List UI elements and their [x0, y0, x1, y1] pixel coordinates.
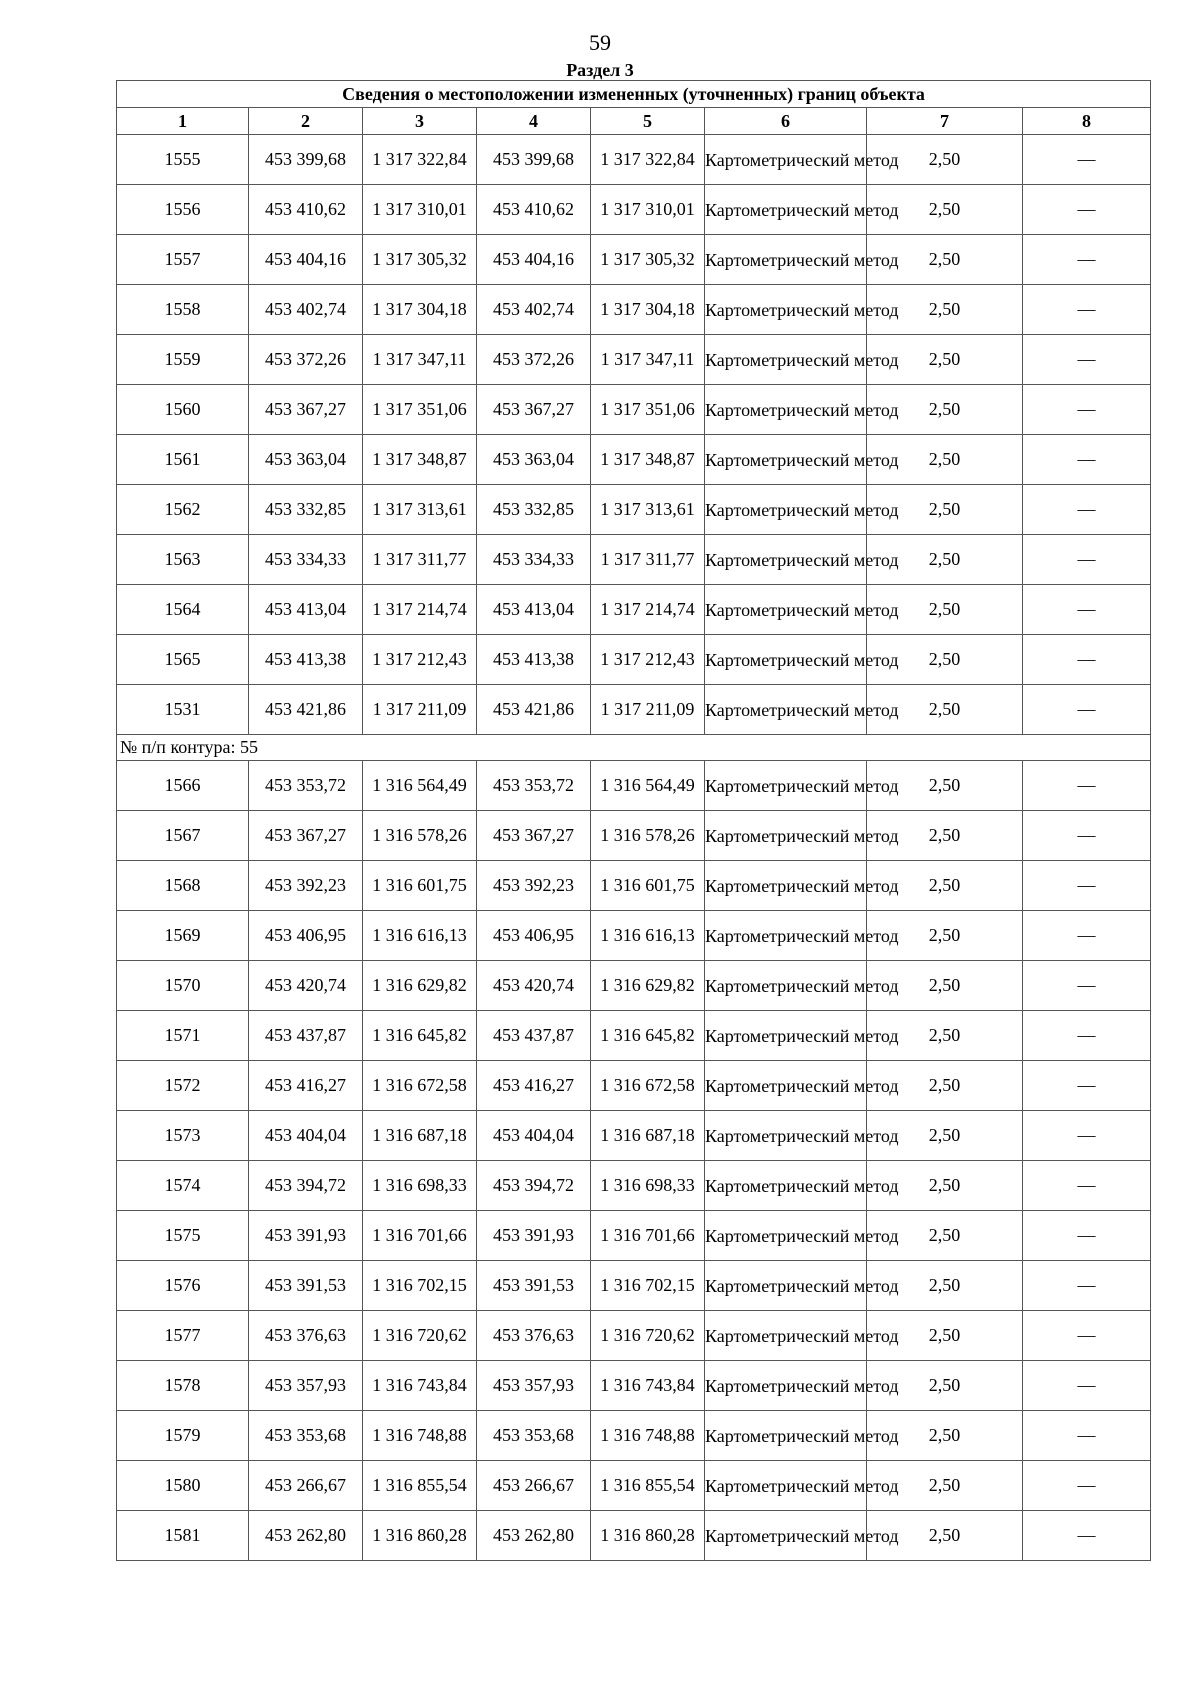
accuracy-cell: 2,50 [867, 1211, 1023, 1261]
y-coordinate-cell: 1 316 672,58 [363, 1061, 477, 1111]
x-coordinate-cell: 453 363,04 [477, 435, 591, 485]
table-caption-row [117, 81, 1151, 108]
table-row [117, 685, 1151, 735]
y-coordinate-cell: 1 316 855,54 [591, 1461, 705, 1511]
y-coordinate-cell: 1 317 211,09 [591, 685, 705, 735]
y-coordinate-cell: 1 316 702,15 [363, 1261, 477, 1311]
note-cell: — [1023, 811, 1151, 861]
method-cell: Картометрический метод [705, 1311, 867, 1361]
contour-section [117, 735, 1151, 761]
y-coordinate-cell: 1 317 211,09 [363, 685, 477, 735]
y-coordinate-cell: 1 317 304,18 [363, 285, 477, 335]
section-title: Раздел 3 [566, 60, 634, 80]
x-coordinate-cell: 453 399,68 [477, 135, 591, 185]
x-coordinate-cell: 453 413,04 [477, 585, 591, 635]
point-number-cell: 1558 [117, 285, 249, 335]
table-row [117, 761, 1151, 811]
note-cell: — [1023, 1511, 1151, 1561]
point-number-cell: 1569 [117, 911, 249, 961]
x-coordinate-cell: 453 406,95 [249, 911, 363, 961]
y-coordinate-cell: 1 317 351,06 [591, 385, 705, 435]
accuracy-cell: 2,50 [867, 1361, 1023, 1411]
y-coordinate-cell: 1 316 701,66 [591, 1211, 705, 1261]
point-number-cell: 1571 [117, 1011, 249, 1061]
note-cell: — [1023, 961, 1151, 1011]
point-number-cell: 1557 [117, 235, 249, 285]
note-cell: — [1023, 385, 1151, 435]
table-body-section-b [117, 761, 1151, 1561]
x-coordinate-cell: 453 353,72 [249, 761, 363, 811]
y-coordinate-cell: 1 317 313,61 [363, 485, 477, 535]
x-coordinate-cell: 453 372,26 [249, 335, 363, 385]
column-number: 5 [591, 108, 705, 135]
x-coordinate-cell: 453 262,80 [477, 1511, 591, 1561]
x-coordinate-cell: 453 353,68 [249, 1411, 363, 1461]
y-coordinate-cell: 1 317 305,32 [591, 235, 705, 285]
x-coordinate-cell: 453 392,23 [249, 861, 363, 911]
x-coordinate-cell: 453 367,27 [249, 385, 363, 435]
note-cell: — [1023, 911, 1151, 961]
method-cell: Картометрический метод [705, 335, 867, 385]
point-number-cell: 1573 [117, 1111, 249, 1161]
y-coordinate-cell: 1 316 672,58 [591, 1061, 705, 1111]
x-coordinate-cell: 453 367,27 [477, 385, 591, 435]
accuracy-cell: 2,50 [867, 1461, 1023, 1511]
y-coordinate-cell: 1 316 578,26 [363, 811, 477, 861]
y-coordinate-cell: 1 316 629,82 [363, 961, 477, 1011]
table-row [117, 1461, 1151, 1511]
x-coordinate-cell: 453 421,86 [249, 685, 363, 735]
x-coordinate-cell: 453 363,04 [249, 435, 363, 485]
x-coordinate-cell: 453 357,93 [249, 1361, 363, 1411]
note-cell: — [1023, 1461, 1151, 1511]
table-row [117, 285, 1151, 335]
note-cell: — [1023, 861, 1151, 911]
y-coordinate-cell: 1 316 698,33 [591, 1161, 705, 1211]
accuracy-cell: 2,50 [867, 1011, 1023, 1061]
y-coordinate-cell: 1 317 311,77 [363, 535, 477, 585]
accuracy-cell: 2,50 [867, 535, 1023, 585]
table-row [117, 1111, 1151, 1161]
y-coordinate-cell: 1 316 616,13 [591, 911, 705, 961]
point-number-cell: 1579 [117, 1411, 249, 1461]
point-number-cell: 1576 [117, 1261, 249, 1311]
point-number-cell: 1563 [117, 535, 249, 585]
accuracy-cell: 2,50 [867, 585, 1023, 635]
y-coordinate-cell: 1 316 855,54 [363, 1461, 477, 1511]
x-coordinate-cell: 453 416,27 [477, 1061, 591, 1111]
y-coordinate-cell: 1 317 214,74 [363, 585, 477, 635]
point-number-cell: 1572 [117, 1061, 249, 1111]
x-coordinate-cell: 453 437,87 [249, 1011, 363, 1061]
x-coordinate-cell: 453 402,74 [249, 285, 363, 335]
y-coordinate-cell: 1 317 310,01 [363, 185, 477, 235]
table-row [117, 1211, 1151, 1261]
accuracy-cell: 2,50 [867, 335, 1023, 385]
x-coordinate-cell: 453 421,86 [477, 685, 591, 735]
point-number-cell: 1581 [117, 1511, 249, 1561]
x-coordinate-cell: 453 367,27 [249, 811, 363, 861]
column-number: 4 [477, 108, 591, 135]
y-coordinate-cell: 1 317 212,43 [591, 635, 705, 685]
point-number-cell: 1555 [117, 135, 249, 185]
x-coordinate-cell: 453 376,63 [249, 1311, 363, 1361]
note-cell: — [1023, 1361, 1151, 1411]
table-row [117, 1511, 1151, 1561]
note-cell: — [1023, 285, 1151, 335]
point-number-cell: 1562 [117, 485, 249, 535]
x-coordinate-cell: 453 376,63 [477, 1311, 591, 1361]
x-coordinate-cell: 453 404,04 [249, 1111, 363, 1161]
accuracy-cell: 2,50 [867, 135, 1023, 185]
table-row [117, 1411, 1151, 1461]
y-coordinate-cell: 1 317 311,77 [591, 535, 705, 585]
x-coordinate-cell: 453 404,16 [477, 235, 591, 285]
accuracy-cell: 2,50 [867, 485, 1023, 535]
accuracy-cell: 2,50 [867, 811, 1023, 861]
y-coordinate-cell: 1 316 616,13 [363, 911, 477, 961]
method-cell: Картометрический метод [705, 1111, 867, 1161]
table-row [117, 911, 1151, 961]
x-coordinate-cell: 453 266,67 [477, 1461, 591, 1511]
accuracy-cell: 2,50 [867, 1511, 1023, 1561]
y-coordinate-cell: 1 317 212,43 [363, 635, 477, 685]
method-cell: Картометрический метод [705, 961, 867, 1011]
table-row [117, 861, 1151, 911]
x-coordinate-cell: 453 394,72 [249, 1161, 363, 1211]
contour-row [117, 735, 1151, 761]
y-coordinate-cell: 1 317 313,61 [591, 485, 705, 535]
x-coordinate-cell: 453 420,74 [477, 961, 591, 1011]
y-coordinate-cell: 1 316 601,75 [591, 861, 705, 911]
table-row [117, 1311, 1151, 1361]
point-number-cell: 1574 [117, 1161, 249, 1211]
method-cell: Картометрический метод [705, 911, 867, 961]
method-cell: Картометрический метод [705, 435, 867, 485]
method-cell: Картометрический метод [705, 1511, 867, 1561]
x-coordinate-cell: 453 437,87 [477, 1011, 591, 1061]
point-number-cell: 1556 [117, 185, 249, 235]
coordinates-table [116, 80, 1151, 1561]
note-cell: — [1023, 1411, 1151, 1461]
method-cell: Картометрический метод [705, 761, 867, 811]
x-coordinate-cell: 453 353,72 [477, 761, 591, 811]
column-number: 2 [249, 108, 363, 135]
y-coordinate-cell: 1 317 347,11 [363, 335, 477, 385]
note-cell: — [1023, 1011, 1151, 1061]
method-cell: Картометрический метод [705, 235, 867, 285]
note-cell: — [1023, 1111, 1151, 1161]
y-coordinate-cell: 1 316 629,82 [591, 961, 705, 1011]
table-row [117, 135, 1151, 185]
method-cell: Картометрический метод [705, 485, 867, 535]
table-row [117, 1161, 1151, 1211]
x-coordinate-cell: 453 394,72 [477, 1161, 591, 1211]
x-coordinate-cell: 453 266,67 [249, 1461, 363, 1511]
y-coordinate-cell: 1 317 348,87 [591, 435, 705, 485]
x-coordinate-cell: 453 399,68 [249, 135, 363, 185]
y-coordinate-cell: 1 317 322,84 [591, 135, 705, 185]
y-coordinate-cell: 1 317 305,32 [363, 235, 477, 285]
contour-label: № п/п контура: 55 [117, 735, 1151, 761]
column-number: 3 [363, 108, 477, 135]
method-cell: Картометрический метод [705, 1261, 867, 1311]
table-row [117, 1061, 1151, 1111]
x-coordinate-cell: 453 413,38 [249, 635, 363, 685]
table-row [117, 811, 1151, 861]
x-coordinate-cell: 453 391,53 [249, 1261, 363, 1311]
x-coordinate-cell: 453 332,85 [477, 485, 591, 535]
accuracy-cell: 2,50 [867, 1411, 1023, 1461]
method-cell: Картометрический метод [705, 1461, 867, 1511]
column-number: 8 [1023, 108, 1151, 135]
point-number-cell: 1580 [117, 1461, 249, 1511]
x-coordinate-cell: 453 391,93 [249, 1211, 363, 1261]
y-coordinate-cell: 1 317 304,18 [591, 285, 705, 335]
method-cell: Картометрический метод [705, 861, 867, 911]
table-row [117, 961, 1151, 1011]
y-coordinate-cell: 1 316 860,28 [363, 1511, 477, 1561]
note-cell: — [1023, 185, 1151, 235]
note-cell: — [1023, 1311, 1151, 1361]
method-cell: Картометрический метод [705, 535, 867, 585]
point-number-cell: 1564 [117, 585, 249, 635]
y-coordinate-cell: 1 316 748,88 [591, 1411, 705, 1461]
x-coordinate-cell: 453 391,53 [477, 1261, 591, 1311]
method-cell: Картометрический метод [705, 135, 867, 185]
x-coordinate-cell: 453 416,27 [249, 1061, 363, 1111]
accuracy-cell: 2,50 [867, 1311, 1023, 1361]
point-number-cell: 1559 [117, 335, 249, 385]
note-cell: — [1023, 135, 1151, 185]
method-cell: Картометрический метод [705, 185, 867, 235]
y-coordinate-cell: 1 316 601,75 [363, 861, 477, 911]
x-coordinate-cell: 453 404,16 [249, 235, 363, 285]
y-coordinate-cell: 1 316 720,62 [591, 1311, 705, 1361]
table-row [117, 335, 1151, 385]
note-cell: — [1023, 1261, 1151, 1311]
column-number-row [117, 108, 1151, 135]
x-coordinate-cell: 453 334,33 [477, 535, 591, 585]
y-coordinate-cell: 1 316 748,88 [363, 1411, 477, 1461]
y-coordinate-cell: 1 316 701,66 [363, 1211, 477, 1261]
method-cell: Картометрический метод [705, 1211, 867, 1261]
point-number-cell: 1561 [117, 435, 249, 485]
y-coordinate-cell: 1 316 860,28 [591, 1511, 705, 1561]
page-number: 59 [589, 30, 611, 55]
y-coordinate-cell: 1 316 645,82 [591, 1011, 705, 1061]
point-number-cell: 1565 [117, 635, 249, 685]
y-coordinate-cell: 1 316 702,15 [591, 1261, 705, 1311]
accuracy-cell: 2,50 [867, 761, 1023, 811]
note-cell: — [1023, 335, 1151, 385]
method-cell: Картометрический метод [705, 1061, 867, 1111]
x-coordinate-cell: 453 413,38 [477, 635, 591, 685]
accuracy-cell: 2,50 [867, 861, 1023, 911]
x-coordinate-cell: 453 357,93 [477, 1361, 591, 1411]
method-cell: Картометрический метод [705, 635, 867, 685]
method-cell: Картометрический метод [705, 385, 867, 435]
note-cell: — [1023, 585, 1151, 635]
point-number-cell: 1575 [117, 1211, 249, 1261]
point-number-cell: 1560 [117, 385, 249, 435]
table-body-section-a [117, 135, 1151, 735]
x-coordinate-cell: 453 367,27 [477, 811, 591, 861]
column-number: 6 [705, 108, 867, 135]
method-cell: Картометрический метод [705, 1161, 867, 1211]
table-row [117, 1261, 1151, 1311]
y-coordinate-cell: 1 317 347,11 [591, 335, 705, 385]
x-coordinate-cell: 453 262,80 [249, 1511, 363, 1561]
method-cell: Картометрический метод [705, 285, 867, 335]
x-coordinate-cell: 453 410,62 [249, 185, 363, 235]
column-number: 7 [867, 108, 1023, 135]
note-cell: — [1023, 1211, 1151, 1261]
point-number-cell: 1531 [117, 685, 249, 735]
method-cell: Картометрический метод [705, 811, 867, 861]
table-row [117, 535, 1151, 585]
x-coordinate-cell: 453 332,85 [249, 485, 363, 535]
x-coordinate-cell: 453 420,74 [249, 961, 363, 1011]
point-number-cell: 1577 [117, 1311, 249, 1361]
point-number-cell: 1570 [117, 961, 249, 1011]
column-number: 1 [117, 108, 249, 135]
y-coordinate-cell: 1 316 564,49 [363, 761, 477, 811]
table-row [117, 635, 1151, 685]
table-row [117, 185, 1151, 235]
table-caption: Сведения о местоположении измененных (уточненных) границ объекта [117, 81, 1151, 108]
y-coordinate-cell: 1 317 310,01 [591, 185, 705, 235]
accuracy-cell: 2,50 [867, 911, 1023, 961]
accuracy-cell: 2,50 [867, 1111, 1023, 1161]
point-number-cell: 1568 [117, 861, 249, 911]
y-coordinate-cell: 1 317 322,84 [363, 135, 477, 185]
y-coordinate-cell: 1 316 564,49 [591, 761, 705, 811]
y-coordinate-cell: 1 317 348,87 [363, 435, 477, 485]
y-coordinate-cell: 1 316 687,18 [363, 1111, 477, 1161]
accuracy-cell: 2,50 [867, 635, 1023, 685]
x-coordinate-cell: 453 402,74 [477, 285, 591, 335]
y-coordinate-cell: 1 317 351,06 [363, 385, 477, 435]
y-coordinate-cell: 1 316 687,18 [591, 1111, 705, 1161]
note-cell: — [1023, 535, 1151, 585]
method-cell: Картометрический метод [705, 585, 867, 635]
accuracy-cell: 2,50 [867, 1161, 1023, 1211]
x-coordinate-cell: 453 392,23 [477, 861, 591, 911]
note-cell: — [1023, 435, 1151, 485]
accuracy-cell: 2,50 [867, 1061, 1023, 1111]
y-coordinate-cell: 1 316 645,82 [363, 1011, 477, 1061]
accuracy-cell: 2,50 [867, 435, 1023, 485]
y-coordinate-cell: 1 316 720,62 [363, 1311, 477, 1361]
note-cell: — [1023, 1061, 1151, 1111]
note-cell: — [1023, 635, 1151, 685]
method-cell: Картометрический метод [705, 1411, 867, 1461]
accuracy-cell: 2,50 [867, 385, 1023, 435]
table-row [117, 585, 1151, 635]
y-coordinate-cell: 1 316 698,33 [363, 1161, 477, 1211]
point-number-cell: 1567 [117, 811, 249, 861]
accuracy-cell: 2,50 [867, 1261, 1023, 1311]
point-number-cell: 1578 [117, 1361, 249, 1411]
y-coordinate-cell: 1 316 578,26 [591, 811, 705, 861]
y-coordinate-cell: 1 316 743,84 [363, 1361, 477, 1411]
note-cell: — [1023, 235, 1151, 285]
x-coordinate-cell: 453 353,68 [477, 1411, 591, 1461]
table-row [117, 1011, 1151, 1061]
accuracy-cell: 2,50 [867, 185, 1023, 235]
table-row [117, 435, 1151, 485]
note-cell: — [1023, 685, 1151, 735]
method-cell: Картометрический метод [705, 1361, 867, 1411]
x-coordinate-cell: 453 334,33 [249, 535, 363, 585]
x-coordinate-cell: 453 372,26 [477, 335, 591, 385]
table-row [117, 235, 1151, 285]
method-cell: Картометрический метод [705, 685, 867, 735]
table-row [117, 485, 1151, 535]
x-coordinate-cell: 453 410,62 [477, 185, 591, 235]
table-row [117, 1361, 1151, 1411]
method-cell: Картометрический метод [705, 1011, 867, 1061]
x-coordinate-cell: 453 413,04 [249, 585, 363, 635]
point-number-cell: 1566 [117, 761, 249, 811]
note-cell: — [1023, 1161, 1151, 1211]
y-coordinate-cell: 1 317 214,74 [591, 585, 705, 635]
accuracy-cell: 2,50 [867, 285, 1023, 335]
x-coordinate-cell: 453 391,93 [477, 1211, 591, 1261]
accuracy-cell: 2,50 [867, 961, 1023, 1011]
accuracy-cell: 2,50 [867, 235, 1023, 285]
note-cell: — [1023, 761, 1151, 811]
note-cell: — [1023, 485, 1151, 535]
y-coordinate-cell: 1 316 743,84 [591, 1361, 705, 1411]
table-row [117, 385, 1151, 435]
x-coordinate-cell: 453 406,95 [477, 911, 591, 961]
x-coordinate-cell: 453 404,04 [477, 1111, 591, 1161]
accuracy-cell: 2,50 [867, 685, 1023, 735]
